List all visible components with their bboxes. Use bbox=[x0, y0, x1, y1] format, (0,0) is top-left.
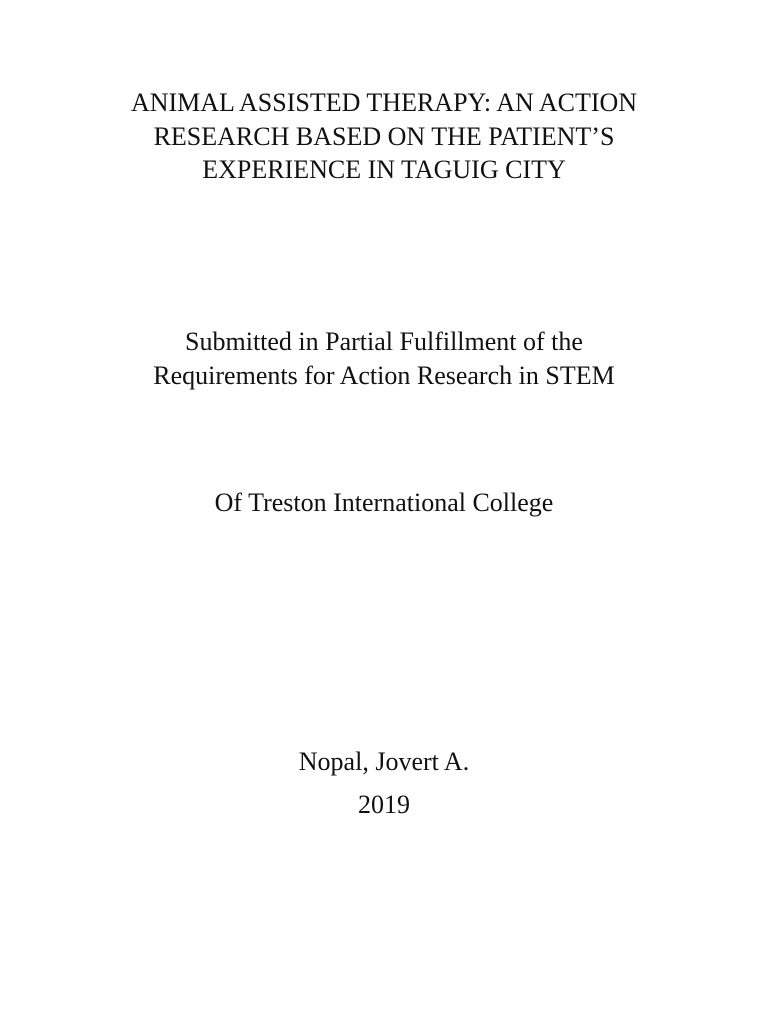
submission-line-2: Requirements for Action Research in STEM bbox=[153, 361, 615, 390]
title-line-3: EXPERIENCE IN TAGUIG CITY bbox=[202, 155, 566, 184]
submission-line-1: Submitted in Partial Fulfillment of the bbox=[185, 327, 583, 356]
publication-year: 2019 bbox=[358, 790, 410, 819]
author-name: Nopal, Jovert A. bbox=[298, 747, 470, 776]
title-line-2: RESEARCH BASED ON THE PATIENT’S bbox=[153, 122, 615, 151]
title-line-1: ANIMAL ASSISTED THERAPY: AN ACTION bbox=[130, 88, 638, 117]
institution-name: Of Treston International College bbox=[214, 488, 554, 517]
